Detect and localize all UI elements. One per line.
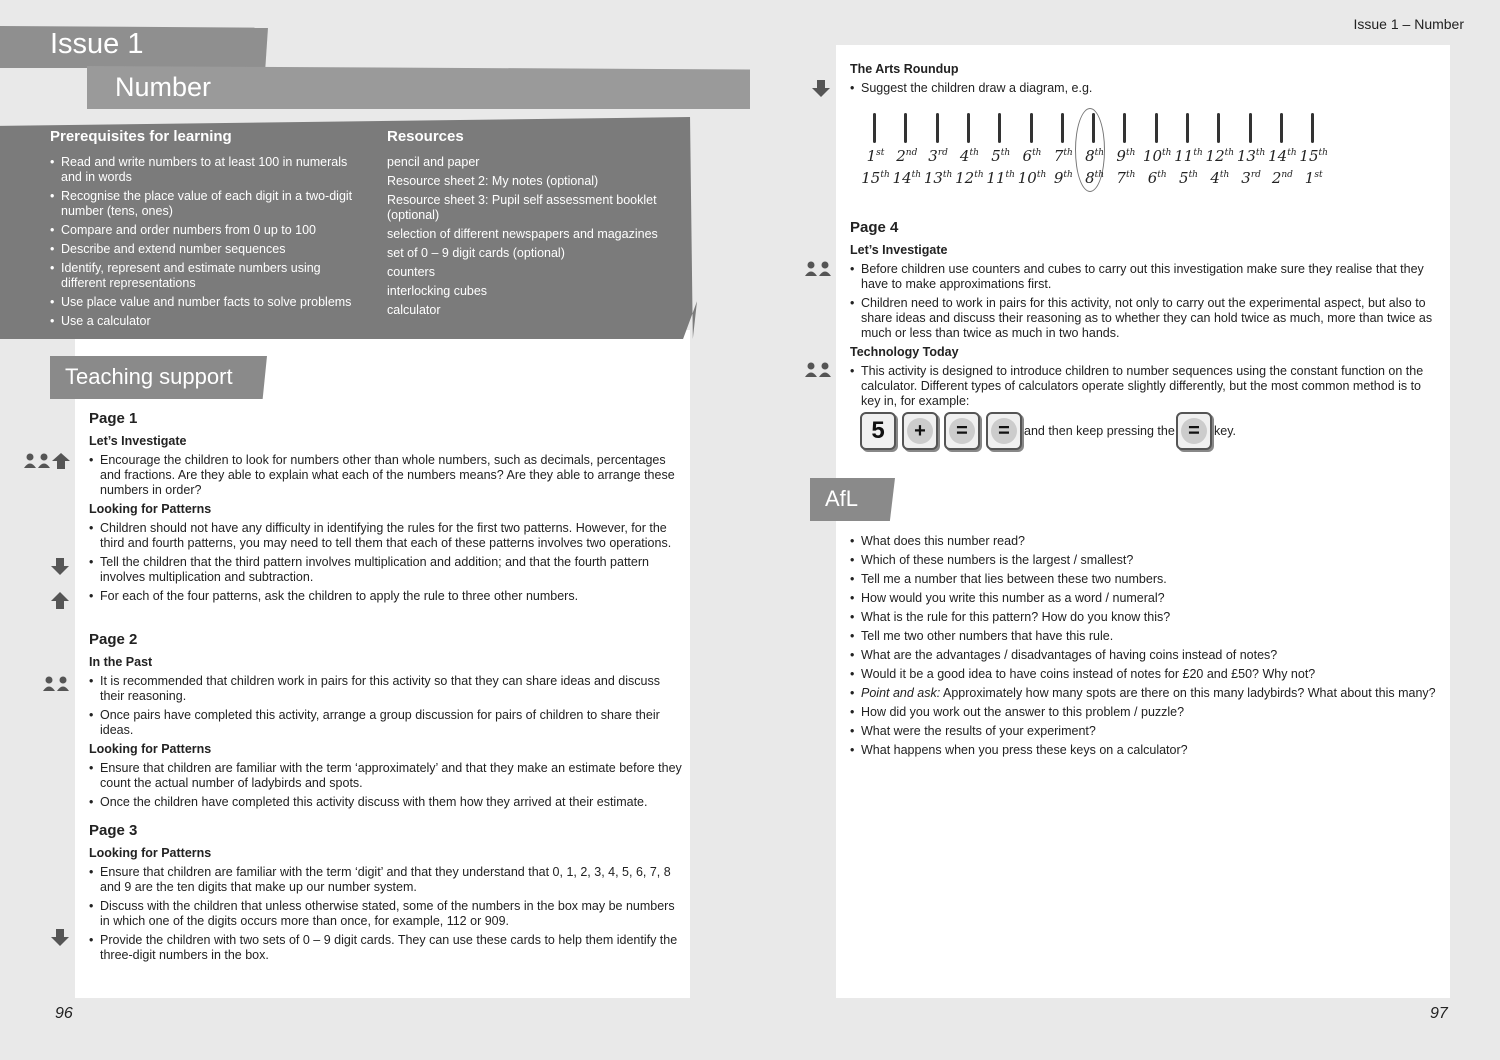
running-head: Issue 1 – Number <box>1353 16 1464 32</box>
list-item: interlocking cubes <box>387 284 488 298</box>
list-item: • Tell the children that the third pattern involves multiplication and addition; and that the fourth pattern involves multiplication and subtraction. <box>89 555 679 585</box>
ordinal-bottom-label: 5th <box>1179 169 1198 187</box>
list-item: • Before children use counters and cubes to carry out this investigation make sure they realise that they have to make approximations first. <box>850 262 1440 292</box>
stick-mark <box>1217 113 1220 143</box>
stick-mark <box>873 113 876 143</box>
page1-patterns-heading: Looking for Patterns <box>89 502 212 516</box>
list-item: counters <box>387 265 435 279</box>
arts-roundup-section <box>850 62 1430 100</box>
list-item: • Which of these numbers is the largest / smallest? <box>850 553 1440 568</box>
page3-patterns-heading: Looking for Patterns <box>89 846 212 860</box>
down-arrow-icon <box>812 80 830 97</box>
list-item: • What happens when you press these keys on a calculator? <box>850 743 1440 758</box>
resources-heading: Resources <box>387 128 464 145</box>
calculator-key-5 <box>860 412 896 450</box>
ordinal-top-label: 4th <box>959 147 979 165</box>
list-item: pencil and paper <box>387 155 480 169</box>
teaching-support-title: Teaching support <box>65 364 233 389</box>
ordinal-top-label: 14th <box>1268 147 1297 165</box>
list-item: • Provide the children with two sets of 0 – 9 digit cards. They can use these cards to help them identify the three-digit numbers in the box. <box>89 933 679 963</box>
topic-title: Number <box>115 72 212 102</box>
stick-mark <box>1030 113 1033 143</box>
list-item: • Tell me two other numbers that have this rule. <box>850 629 1440 644</box>
page3-patterns-list <box>89 865 679 963</box>
list-item: • How did you work out the answer to this problem / puzzle? <box>850 705 1440 720</box>
pair-work-icon <box>43 676 70 692</box>
stick-mark <box>936 113 939 143</box>
list-item: • How would you write this number as a word / numeral? <box>850 591 1440 606</box>
ordinal-top-label: 15th <box>1299 147 1328 165</box>
pair-work-icon <box>805 261 832 277</box>
page4-investigate-list <box>850 262 1440 341</box>
stick-mark <box>1186 113 1189 143</box>
ordinal-bottom-label: 8th <box>1085 169 1105 187</box>
page1-investigate-list <box>89 453 679 498</box>
list-item: • It is recommended that children work in pairs for this activity so that they can share ideas and discuss their reasoning. <box>89 674 684 704</box>
list-item: • Ensure that children are familiar with the term ‘digit’ and that they understand that 0, 1, 2, 3, 4, 5, 6, 7, 8 and 9 are the ten digits that make up our number system. <box>89 865 679 895</box>
list-item: • Once the children have completed this activity discuss with them how they arrived at their estimate. <box>89 795 684 810</box>
calculator-key-equals <box>1176 412 1212 450</box>
ordinal-top-label: 11th <box>1174 147 1203 165</box>
page3-heading: Page 3 <box>89 822 138 839</box>
ordinal-bottom-label: 14th <box>892 169 922 187</box>
keys-end-text: key. <box>1214 424 1236 438</box>
page2-patterns-heading: Looking for Patterns <box>89 742 212 756</box>
pair-work-up-arrow-icon <box>24 453 70 469</box>
keys-text: and then keep pressing the <box>1024 424 1175 438</box>
list-item: • Identify, represent and estimate numbers using different representations <box>50 261 360 291</box>
point-and-ask-text: Approximately how many spots are there on this many ladybirds? What about this many? <box>940 686 1436 700</box>
ordinal-bottom-label: 13th <box>923 169 953 187</box>
ordinal-bottom-label: 15th <box>861 169 890 187</box>
list-item: • Suggest the children draw a diagram, e.g. <box>850 81 1430 96</box>
list-item: • Read and write numbers to at least 100 in numerals and in words <box>50 155 360 185</box>
list-item: • What does this number read? <box>850 534 1440 549</box>
page1-investigate-heading: Let’s Investigate <box>89 434 187 448</box>
arts-list <box>850 81 1430 96</box>
ordinal-top-label: 9th <box>1116 147 1136 165</box>
page2-patterns-list <box>89 761 684 810</box>
down-arrow-icon <box>51 558 69 575</box>
ordinal-top-label: 1st <box>866 147 885 165</box>
list-item: • Children need to work in pairs for this activity, not only to carry out the experimental aspect, but also to share ideas and discuss their reasoning as to whether they can hold twice as much, more than twice as much or less than twice as much in two hands. <box>850 296 1440 341</box>
list-item: • This activity is designed to introduce children to number sequences using the constant function on the calculator. Different types of calculators operate slightly differently, but the most common method is to key in, for example: <box>850 364 1440 409</box>
ordinal-top-label: 7th <box>1053 147 1073 165</box>
list-item: • Describe and extend number sequences <box>50 242 360 257</box>
list-item: • Use place value and number facts to solve problems <box>50 295 360 310</box>
ordinal-top-label: 2nd <box>896 147 918 165</box>
resources-list <box>387 155 667 322</box>
ordinal-bottom-label: 11th <box>986 169 1015 187</box>
page1-section <box>89 411 679 608</box>
stick-mark <box>1155 113 1158 143</box>
list-item: • What were the results of your experiment? <box>850 724 1440 739</box>
calculator-key-equals <box>944 412 980 450</box>
afl-section <box>850 534 1440 762</box>
ordinal-diagram <box>860 105 1330 195</box>
issue-title: Issue 1 <box>50 28 144 60</box>
page1-heading: Page 1 <box>89 410 138 427</box>
list-item: • Use a calculator <box>50 314 360 329</box>
page3-section <box>89 823 679 967</box>
calculator-key-equals <box>986 412 1022 450</box>
ordinal-bottom-label: 9th <box>1053 169 1073 187</box>
key-label: = <box>1181 418 1207 444</box>
key-label: = <box>949 418 975 444</box>
list-item: • Compare and order numbers from 0 up to 100 <box>50 223 360 238</box>
list-item <box>850 686 1440 701</box>
stick-mark <box>1092 113 1095 143</box>
pair-work-icon <box>805 362 832 378</box>
afl-list <box>850 534 1440 758</box>
list-item: calculator <box>387 303 441 317</box>
key-label: 5 <box>871 417 885 444</box>
ordinal-top-label: 3rd <box>928 147 948 165</box>
page4-investigate-heading: Let’s Investigate <box>850 243 948 257</box>
ordinal-bottom-label: 7th <box>1116 169 1136 187</box>
list-item: set of 0 – 9 digit cards (optional) <box>387 246 565 260</box>
ordinal-top-label: 8th <box>1085 147 1105 165</box>
stick-mark <box>998 113 1001 143</box>
list-item: • Children should not have any difficulty in identifying the rules for the first two patterns. However, for the third and fourth patterns, you may need to tell them that each of these patterns involves two operations. <box>89 521 679 551</box>
ordinal-bottom-label: 2nd <box>1271 169 1293 187</box>
page2-past-list <box>89 674 684 738</box>
afl-title: AfL <box>825 486 859 511</box>
ordinal-top-label: 13th <box>1236 147 1266 165</box>
prerequisites-heading: Prerequisites for learning <box>50 128 232 145</box>
ordinal-top-label: 10th <box>1142 147 1172 165</box>
list-item: • For each of the four patterns, ask the children to apply the rule to three other numbers. <box>89 589 679 604</box>
key-label: + <box>907 418 933 444</box>
ordinal-bottom-label: 1st <box>1304 169 1323 187</box>
key-label: = <box>991 418 1017 444</box>
ordinal-bottom-label: 10th <box>1017 169 1047 187</box>
ordinal-top-label: 6th <box>1022 147 1042 165</box>
ordinal-bottom-label: 12th <box>955 169 984 187</box>
down-arrow-icon <box>51 929 69 946</box>
page1-patterns-list <box>89 521 679 604</box>
calculator-key-plus <box>902 412 938 450</box>
stick-mark <box>967 113 970 143</box>
stick-mark <box>904 113 907 143</box>
page2-heading: Page 2 <box>89 631 138 648</box>
page4-heading: Page 4 <box>850 219 899 236</box>
page2-section <box>89 632 684 814</box>
page-number-right: 97 <box>1430 1005 1448 1022</box>
ordinal-bottom-label: 3rd <box>1241 169 1261 187</box>
list-item: • Recognise the place value of each digit in a two-digit number (tens, ones) <box>50 189 360 219</box>
ordinal-top-label: 5th <box>991 147 1011 165</box>
list-item: • Ensure that children are familiar with the term ‘approximately’ and that they make an estimate before they count the actual number of ladybirds and spots. <box>89 761 684 791</box>
page-number-left: 96 <box>55 1005 73 1022</box>
stick-mark <box>1280 113 1283 143</box>
list-item: • What are the advantages / disadvantages of having coins instead of notes? <box>850 648 1440 663</box>
page4-section <box>850 220 1440 413</box>
arts-heading: The Arts Roundup <box>850 62 959 76</box>
list-item: • Once pairs have completed this activity, arrange a group discussion for pairs of children to share their ideas. <box>89 708 684 738</box>
point-and-ask-label: Point and ask: <box>861 686 941 700</box>
list-item: • Discuss with the children that unless otherwise stated, some of the numbers in the box may be numbers in which one of the digits occurs more than once, for example, 112 or 909. <box>89 899 679 929</box>
list-item: Resource sheet 3: Pupil self assessment booklet (optional) <box>387 193 657 222</box>
list-item: • Encourage the children to look for numbers other than whole numbers, such as decimals, percentages and fractions. Are they able to explain what each of the numbers means? Are they able to arrange these numbers in order? <box>89 453 679 498</box>
up-arrow-icon <box>51 592 69 609</box>
stick-mark <box>1249 113 1252 143</box>
stick-mark <box>1061 113 1064 143</box>
list-item: Resource sheet 2: My notes (optional) <box>387 174 599 188</box>
stick-mark <box>1311 113 1314 143</box>
stick-mark <box>1123 113 1126 143</box>
page4-tech-list <box>850 364 1440 409</box>
list-item: • Tell me a number that lies between these two numbers. <box>850 572 1440 587</box>
ordinal-top-label: 12th <box>1205 147 1235 165</box>
page4-tech-heading: Technology Today <box>850 345 959 359</box>
ordinal-bottom-label: 6th <box>1147 169 1167 187</box>
page2-past-heading: In the Past <box>89 655 153 669</box>
list-item: • Would it be a good idea to have coins instead of notes for £20 and £50? Why not? <box>850 667 1440 682</box>
list-item: • What is the rule for this pattern? How do you know this? <box>850 610 1440 625</box>
list-item: selection of different newspapers and magazines <box>387 227 658 241</box>
prerequisites-list <box>50 155 360 333</box>
ordinal-bottom-label: 4th <box>1210 169 1230 187</box>
